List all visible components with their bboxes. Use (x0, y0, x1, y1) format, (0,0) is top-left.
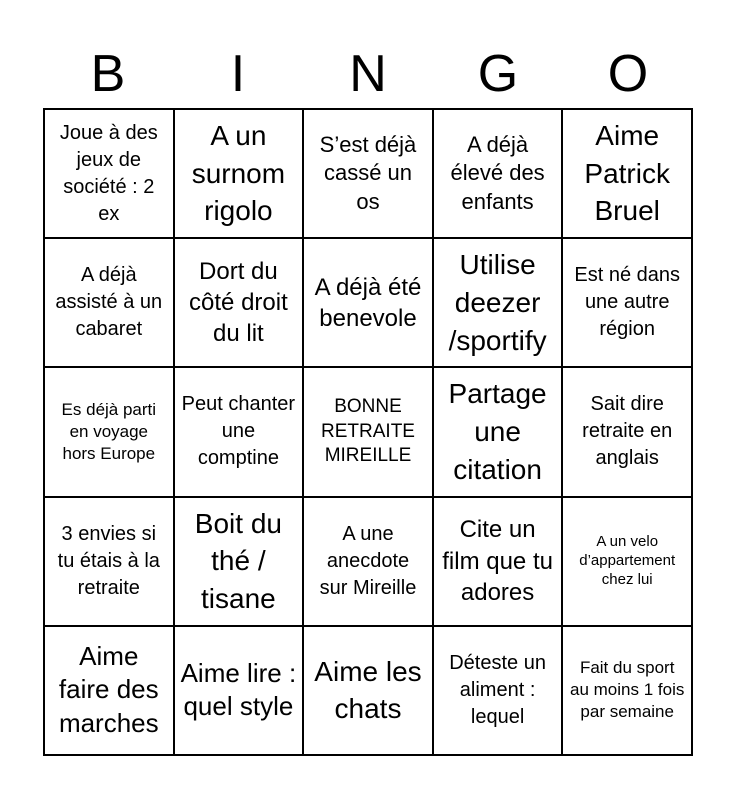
bingo-cell[interactable] (45, 498, 175, 627)
header-letter-g: G (477, 45, 519, 103)
bingo-cell-text: A un velo d’appartement chez lui (579, 533, 676, 588)
bingo-cell[interactable] (563, 239, 693, 368)
bingo-cell-text: BONNE RETRAITE MIREILLE (321, 395, 415, 467)
bingo-cell-text: Utilise deezer /sportify (448, 249, 547, 356)
bingo-cell-text: A déjà été benevole (314, 273, 422, 332)
bingo-cell-text: Aime Patrick Bruel (584, 119, 670, 227)
bingo-cell[interactable] (175, 498, 305, 627)
bingo-cell-text: A un surnom rigolo (191, 119, 286, 227)
bingo-cell-text: Joue à des jeux de société : 2 ex (59, 121, 158, 225)
bingo-cell-text: Aime faire des marches (58, 640, 159, 739)
bingo-grid (43, 108, 693, 756)
bingo-cell-text: Cite un film que tu adores (442, 516, 553, 606)
bingo-cell[interactable] (304, 368, 434, 497)
bingo-cell[interactable] (563, 498, 693, 627)
bingo-cell[interactable] (434, 498, 564, 627)
bingo-cell-text: Aime les chats (314, 655, 422, 725)
bingo-cell-text: Est né dans une autre région (574, 264, 680, 341)
bingo-cell-text: Partage une citation (448, 378, 547, 485)
bingo-cell[interactable] (175, 627, 305, 756)
bingo-cell[interactable] (563, 110, 693, 239)
bingo-cell-text: Fait du sport au moins 1 fois par semaine (570, 658, 685, 722)
bingo-cell-text: A déjà assisté à un cabaret (55, 264, 163, 341)
bingo-cell[interactable] (304, 627, 434, 756)
bingo-cell-text: 3 envies si tu étais à la retraite (57, 522, 160, 599)
bingo-cell-text: S’est déjà cassé un os (319, 131, 417, 214)
bingo-cell[interactable] (45, 627, 175, 756)
bingo-cell-text: A déjà élevé des enfants (450, 131, 545, 214)
bingo-cell[interactable] (45, 239, 175, 368)
bingo-cell[interactable] (45, 110, 175, 239)
header-letter-n: N (349, 45, 387, 103)
bingo-cell-text: Aime lire : quel style (180, 657, 297, 722)
bingo-cell[interactable] (563, 627, 693, 756)
header-letter-i: I (230, 45, 246, 103)
bingo-cell[interactable] (304, 239, 434, 368)
bingo-cell[interactable] (175, 368, 305, 497)
bingo-cell[interactable] (434, 239, 564, 368)
bingo-cell[interactable] (175, 239, 305, 368)
bingo-cell-text: Boit du thé / tisane (194, 507, 282, 615)
bingo-cell[interactable] (434, 368, 564, 497)
header-letter-o: O (607, 45, 649, 103)
header-letter-b: B (90, 45, 126, 103)
bingo-cell-text: Déteste un aliment : lequel (449, 651, 546, 728)
bingo-cell-text: Sait dire retraite en anglais (582, 393, 673, 470)
bingo-cell-text: Peut chanter une comptine (181, 393, 296, 470)
bingo-cell[interactable] (563, 368, 693, 497)
bingo-cell[interactable] (304, 498, 434, 627)
bingo-cell[interactable] (175, 110, 305, 239)
bingo-cell[interactable] (434, 627, 564, 756)
bingo-cell-text: Dort du côté droit du lit (189, 258, 288, 348)
bingo-header (43, 40, 693, 108)
bingo-cell[interactable] (434, 110, 564, 239)
bingo-cell-text: Es déjà parti en voyage hors Europe (61, 399, 157, 464)
bingo-cell-text: A une anecdote sur Mireille (319, 522, 417, 599)
bingo-cell[interactable] (45, 368, 175, 497)
bingo-cell[interactable] (304, 110, 434, 239)
